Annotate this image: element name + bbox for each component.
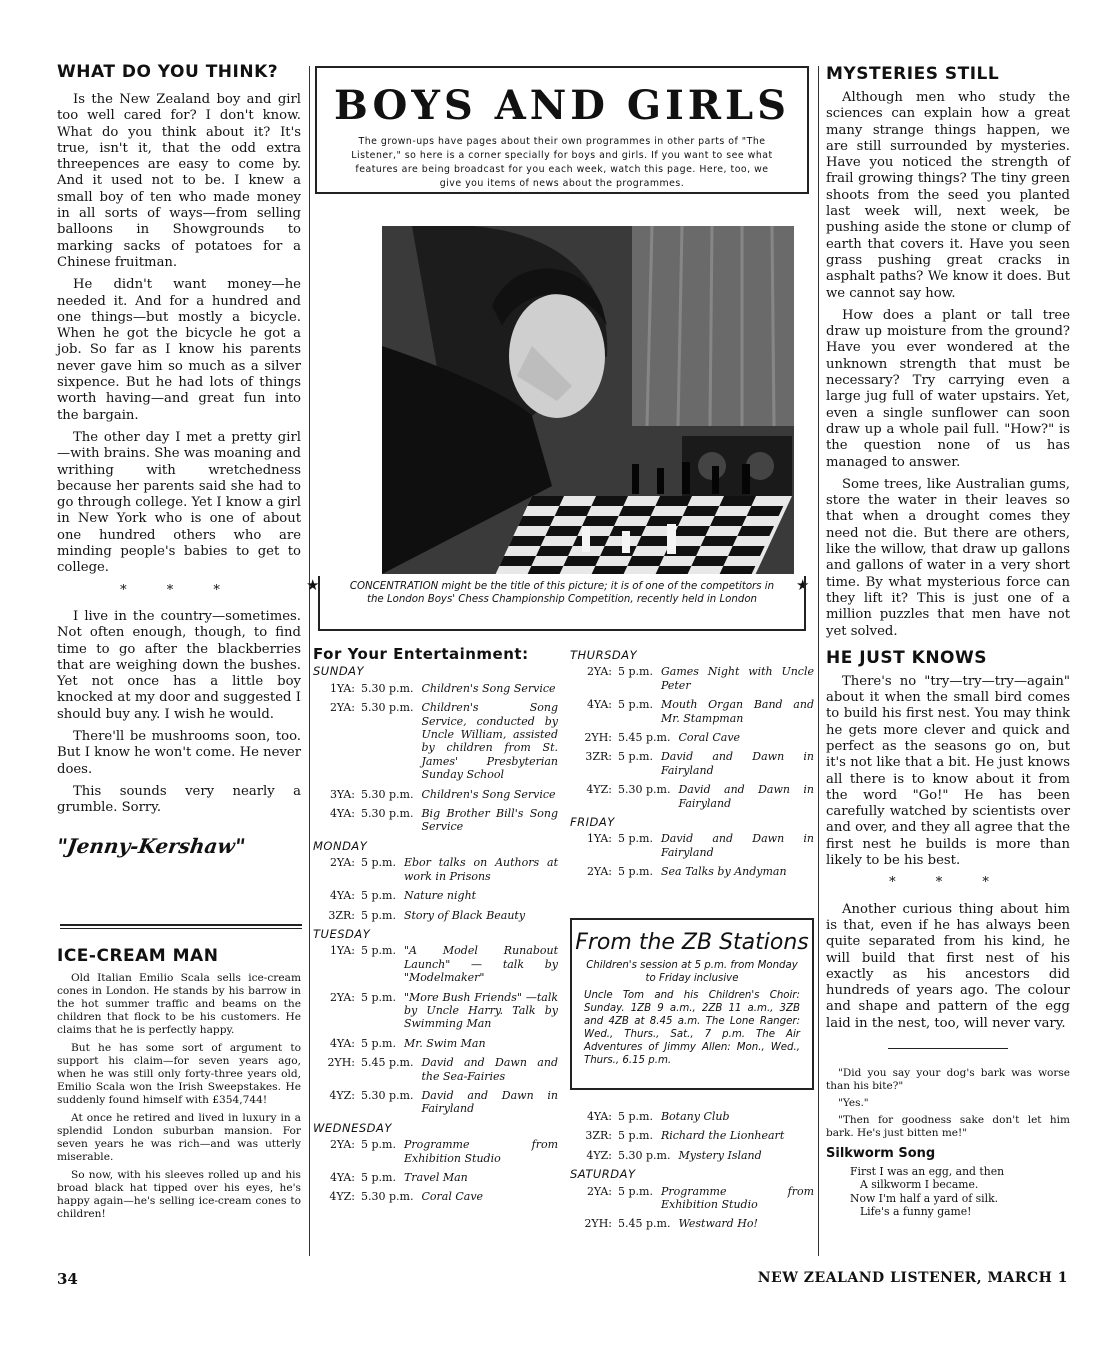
schedule-day-heading: TUESDAY [313, 926, 371, 941]
programme-title: Children's Song Service, conducted by Uncle William, assisted by children from St. James' Presbyterian Sunday School [421, 701, 558, 782]
icecream-heading: ICE-CREAM MAN [57, 946, 219, 966]
icecream-body [57, 972, 301, 1221]
page-title: BOYS AND GIRLS [333, 82, 791, 129]
schedule-row [570, 698, 814, 725]
schedule-row [570, 865, 814, 878]
zb-title: From the ZB Stations [575, 930, 809, 955]
broadcast-time: 5.30 p.m. [361, 1190, 414, 1204]
poem-line: Life's a funny game! [860, 1205, 972, 1219]
entertainment-column-2 [570, 645, 814, 885]
schedule-row [313, 1171, 558, 1184]
paragraph: There'll be mushrooms soon, too. But I know he won't come. He never does. [57, 728, 301, 777]
broadcast-time: 5.30 p.m. [361, 807, 414, 821]
silkworm-heading: Silkworm Song [826, 1146, 936, 1162]
programme-title: David and Dawn in Fairyland [678, 783, 814, 810]
station-code: 4YA: [329, 1036, 355, 1050]
broadcast-time: 5.30 p.m. [361, 787, 414, 801]
he-just-knows-heading: HE JUST KNOWS [826, 647, 987, 668]
entertainment-column-2b [570, 1110, 814, 1237]
schedule-day-heading: THURSDAY [570, 648, 638, 662]
schedule-row [313, 807, 558, 834]
photo-caption: CONCENTRATION might be the title of this picture; it is of one of the competitors in the London Boys' Chess Championship Competition, recently held in London [349, 581, 775, 605]
schedule-row [313, 909, 558, 922]
paragraph: Although men who study the sciences can explain how a great many strange things happen, we are still surrounded by mysteries. Have you noticed the strength of frail growing things? The tiny green shoots from the seed you planted last week will, next week, be pushing aside the stone or clump of earth that covers it. Have you seen grass pushing great cracks in asphalt paths? We know it does. But we cannot say how. [826, 90, 1070, 301]
programme-title: Story of Black Beauty [403, 908, 526, 922]
section-stars: * * * [120, 582, 238, 598]
programme-title: Programme from Exhibition Studio [660, 1184, 814, 1212]
paragraph: He didn't want money—he needed it. And for a hundred and one things—but mostly a bicycle. When he got the bicycle he got a job. So far as I know his parents never gave him so much as a silver sixpence. But he had lots of things worth having—and great fun into the bargain. [57, 277, 301, 423]
programme-title: Nature night [403, 889, 477, 903]
mysteries-body [826, 90, 1070, 640]
programme-title: Mr. Swim Man [403, 1036, 486, 1050]
schedule-day-heading: SATURDAY [570, 1167, 636, 1182]
programme-title: David and Dawn in Fairyland [421, 1088, 558, 1116]
station-code: 2YH: [584, 731, 612, 745]
schedule-list [313, 665, 558, 1203]
right-divider [888, 1048, 1008, 1049]
station-code: 3ZR: [328, 908, 355, 922]
schedule-row [570, 1217, 814, 1230]
broadcast-time: 5.30 p.m. [618, 783, 671, 797]
broadcast-time: 5.30 p.m. [361, 681, 414, 695]
station-code: 3YA: [329, 787, 355, 801]
title-intro: The grown-ups have pages about their own programmes in other parts of "The Listener," so here is a corner specially for boys and girls. If you want to see what features are being broadcast for you each week, watch this page. Here, too, we give you items of news about the programmes. [351, 136, 773, 189]
programme-title: David and Dawn in Fairyland [660, 750, 814, 777]
station-code: 2YH: [584, 1217, 612, 1231]
left-divider-2 [60, 928, 302, 929]
paragraph: Is the New Zealand boy and girl too well cared for? I don't know. What do you think about it? It's true, isn't it, that the odd extra threepences are easy to come by. And it used not to be. I knew a small boy of ten who made money in all sorts of ways—from selling balloons in Showgrounds to marking sacks of potatoes for a Chinese fruitman. [57, 92, 301, 270]
chess-photo-illustration [382, 226, 794, 574]
schedule-row [313, 1138, 558, 1165]
caption-star-left-icon: ★ [306, 576, 320, 594]
poem-line: Now I'm half a yard of silk. [850, 1191, 999, 1205]
schedule-row [570, 783, 814, 810]
broadcast-time: 5 p.m. [361, 944, 396, 958]
column-rule-left [309, 66, 310, 1256]
schedule-row [570, 731, 814, 744]
programme-title: Westward Ho! [678, 1217, 758, 1231]
zb-programme-note: Uncle Tom and his Children's Choir: Sunday. 1ZB 9 a.m., 2ZB 11 a.m., 3ZB and 4ZB at 8.45 a.m. The Lone Ranger: Wed., Thurs., Sat., 7 p.m. The Air Adventures of Jimmy Allen: Mon., Wed., Thurs., 6.15 p.m. [584, 990, 800, 1066]
broadcast-time: 5 p.m. [618, 1110, 653, 1123]
poem-line: First I was an egg, and then [850, 1165, 1005, 1179]
programme-title: Coral Cave [678, 731, 741, 745]
schedule-row [313, 856, 558, 883]
schedule-row [313, 991, 558, 1031]
schedule-day-heading: SUNDAY [313, 664, 365, 679]
station-code: 2YA: [329, 990, 355, 1004]
broadcast-time: 5 p.m. [361, 856, 396, 870]
programme-title: Travel Man [403, 1171, 468, 1184]
broadcast-time: 5.45 p.m. [618, 1217, 671, 1231]
schedule-row [570, 1185, 814, 1212]
schedule-row [570, 665, 814, 692]
zb-session-note: Children's session at 5 p.m. from Monday to Friday inclusive [586, 960, 798, 984]
joke-line: "Then for goodness sake don't let him bark. He's just bitten me!" [826, 1114, 1070, 1140]
schedule-row [313, 788, 558, 801]
chess-photo [382, 226, 794, 574]
programme-title: Games Night with Uncle Peter [660, 665, 814, 692]
schedule-row [313, 1190, 558, 1203]
station-code: 2YA: [586, 1184, 612, 1198]
broadcast-time: 5.30 p.m. [361, 701, 414, 715]
station-code: 4YA: [329, 889, 355, 903]
programme-title: Big Brother Bill's Song Service [421, 807, 558, 834]
section-stars: * * * [889, 875, 1007, 891]
paragraph: There's no "try—try—try—again" about it when the small bird comes to build his first nest. You may think he gets more clever and quick and perfect as the seasons go on, but it's not like that a bit. He just knows all there is to know about it from the word "Go!" He has been carefully watched by scientists over and over, and they all agree that the first nest he builds is more than likely to be his best. [826, 673, 1070, 869]
station-code: 4YZ: [586, 783, 612, 797]
programme-title: Children's Song Service [421, 681, 556, 695]
paragraph: How does a plant or tall tree draw up moisture from the ground? Have you ever wondered at the unknown strength that must be necessary? Try carrying even a large jug full of water upstairs. Yet, even a single sunflower can soon draw up a whole pail full. "How?" is the question none of us has managed to answer. [826, 307, 1070, 470]
column-rule-right [818, 66, 819, 1256]
photo-caption-box [318, 576, 806, 631]
broadcast-time: 5 p.m. [361, 1036, 396, 1050]
broadcast-time: 5 p.m. [618, 865, 653, 879]
schedule-row [570, 1110, 814, 1123]
paragraph: Some trees, like Australian gums, store the water in their leaves so that when a drought comes they need not die. But there are others, like the willow, that draw up gallons and gallons of water in a very short time. By what mysterious force can they lift it? This is just one of a million puzzles that men have not yet solved. [826, 476, 1070, 639]
left-column [57, 62, 301, 858]
broadcast-time: 5 p.m. [361, 1138, 396, 1152]
paragraph: The other day I met a pretty girl—with brains. She was moaning and writhing with wretchedness because her parents said she had to go through college. Yet I know a girl in New York who is one of about one hundred others who are minding people's babies to get to college. [57, 429, 301, 576]
schedule-day-heading: WEDNESDAY [313, 1120, 392, 1135]
station-code: 3ZR: [585, 1129, 612, 1143]
paragraph: Old Italian Emilio Scala sells ice-cream cones in London. He stands by his barrow in the hot summer traffic and beams on the children that flock to be his customers. He claims that he is perfectly happy. [57, 972, 301, 1036]
programme-title: Botany Club [660, 1110, 730, 1123]
broadcast-time: 5 p.m. [361, 908, 396, 922]
station-code: 4YA: [586, 698, 612, 712]
programme-title: Ebor talks on Authors at work in Prisons [403, 856, 558, 883]
boys-and-girls-title-box [315, 66, 809, 194]
station-code: 4YZ: [329, 1190, 355, 1204]
what-do-you-think-heading: WHAT DO YOU THINK? [57, 62, 279, 82]
what-do-you-think-body [57, 92, 301, 816]
page-number: 34 [57, 1270, 78, 1288]
broadcast-time: 5 p.m. [361, 990, 396, 1004]
programme-title: Programme from Exhibition Studio [403, 1138, 558, 1165]
broadcast-time: 5.30 p.m. [361, 1088, 414, 1102]
programme-title: Children's Song Service [421, 787, 556, 801]
paragraph: I live in the country—sometimes. Not often enough, though, to find time to go after the blackberries that are weighing down the bushes. Yet not once has a little boy knocked at my door and suggested I should buy any. I wish he would. [57, 608, 301, 722]
station-code: 2YA: [329, 1138, 355, 1152]
broadcast-time: 5.30 p.m. [618, 1148, 671, 1162]
station-code: 3ZR: [585, 750, 612, 764]
silkworm-poem [826, 1165, 1070, 1219]
mysteries-heading: MYSTERIES STILL [826, 64, 1000, 84]
station-code: 4YA: [329, 807, 355, 821]
schedule-day-heading: FRIDAY [570, 815, 615, 830]
schedule-row [313, 1037, 558, 1050]
paragraph: This sounds very nearly a grumble. Sorry. [57, 783, 301, 816]
schedule-row [313, 1089, 558, 1116]
icecream-column [57, 946, 301, 1226]
station-code: 1YA: [329, 681, 355, 695]
joke-line: "Did you say your dog's bark was worse than his bite?" [826, 1067, 1070, 1093]
joke-block [826, 1067, 1070, 1140]
broadcast-time: 5 p.m. [618, 832, 653, 846]
joke-line: "Yes." [838, 1097, 869, 1110]
station-code: 2YA: [586, 865, 612, 879]
broadcast-time: 5 p.m. [618, 1184, 653, 1198]
programme-title: Sea Talks by Andyman [660, 865, 787, 879]
station-code: 2YA: [329, 856, 355, 870]
paragraph: But he has some sort of argument to support his claim—for seven years ago, when he was still only forty-three years old, Emilio Scala won the Irish Sweepstakes. He suddenly found himself with £354,744! [57, 1042, 301, 1106]
entertainment-column-1 [313, 645, 558, 1210]
left-divider-1 [60, 924, 302, 926]
schedule-row [313, 944, 558, 984]
broadcast-time: 5 p.m. [361, 889, 396, 903]
station-code: 2YA: [586, 665, 612, 679]
schedule-row [570, 1149, 814, 1162]
poem-line: A silkworm I became. [860, 1178, 979, 1192]
station-code: 1YA: [329, 944, 355, 958]
broadcast-time: 5 p.m. [618, 665, 653, 679]
caption-star-right-icon: ★ [796, 576, 810, 594]
station-code: 2YH: [327, 1056, 355, 1070]
paragraph: At once he retired and lived in luxury in a splendid London suburban mansion. For seven years he was rich—and was utterly miserable. [57, 1112, 301, 1163]
programme-title: Mouth Organ Band and Mr. Stampman [660, 698, 814, 725]
schedule-row [313, 682, 558, 695]
station-code: 1YA: [586, 832, 612, 846]
programme-title: Coral Cave [421, 1190, 484, 1204]
right-column [826, 64, 1070, 1219]
broadcast-time: 5 p.m. [618, 1129, 653, 1143]
station-code: 2YA: [329, 701, 355, 715]
station-code: 4YA: [329, 1171, 355, 1184]
schedule-list [570, 649, 814, 879]
he-just-knows-body [826, 674, 1070, 1032]
programme-title: Richard the Lionheart [660, 1129, 785, 1143]
signature: "Jenny-Kershaw" [55, 834, 247, 859]
schedule-row [313, 1056, 558, 1083]
programme-title: "A Model Runabout Launch" — talk by "Modelmaker" [403, 944, 558, 985]
programme-title: Mystery Island [678, 1148, 762, 1162]
programme-title: "More Bush Friends" —talk by Uncle Harry. Talk by Swimming Man [403, 990, 558, 1031]
paragraph: So now, with his sleeves rolled up and his broad black hat tipped over his eyes, he's happy again—he's selling ice-cream cones to children! [57, 1169, 301, 1220]
zb-stations-box [570, 918, 814, 1090]
programme-title: David and Dawn in Fairyland [660, 832, 814, 859]
broadcast-time: 5.45 p.m. [618, 731, 671, 745]
station-code: 4YZ: [329, 1088, 355, 1102]
schedule-row [313, 701, 558, 781]
schedule-list [570, 1110, 814, 1231]
schedule-row [313, 889, 558, 902]
broadcast-time: 5 p.m. [618, 750, 653, 764]
broadcast-time: 5.45 p.m. [361, 1056, 414, 1070]
programme-title: David and Dawn and the Sea-Fairies [421, 1056, 558, 1083]
schedule-day-heading: MONDAY [313, 838, 368, 853]
schedule-row [570, 1129, 814, 1142]
entertainment-heading: For Your Entertainment: [313, 645, 529, 663]
paragraph: Another curious thing about him is that, even if he has always been quite separated from his kind, he will build that first nest of his exactly as his ancestors did hundreds of years ago. The colour and shape and pattern of the egg laid in the nest, too, will never vary. [826, 901, 1070, 1031]
publication-name: NEW ZEALAND LISTENER, MARCH 1 [757, 1270, 1068, 1286]
schedule-row [570, 750, 814, 777]
station-code: 4YZ: [586, 1148, 612, 1162]
broadcast-time: 5 p.m. [618, 698, 653, 712]
schedule-row [570, 832, 814, 859]
broadcast-time: 5 p.m. [361, 1171, 396, 1184]
station-code: 4YA: [586, 1110, 612, 1123]
